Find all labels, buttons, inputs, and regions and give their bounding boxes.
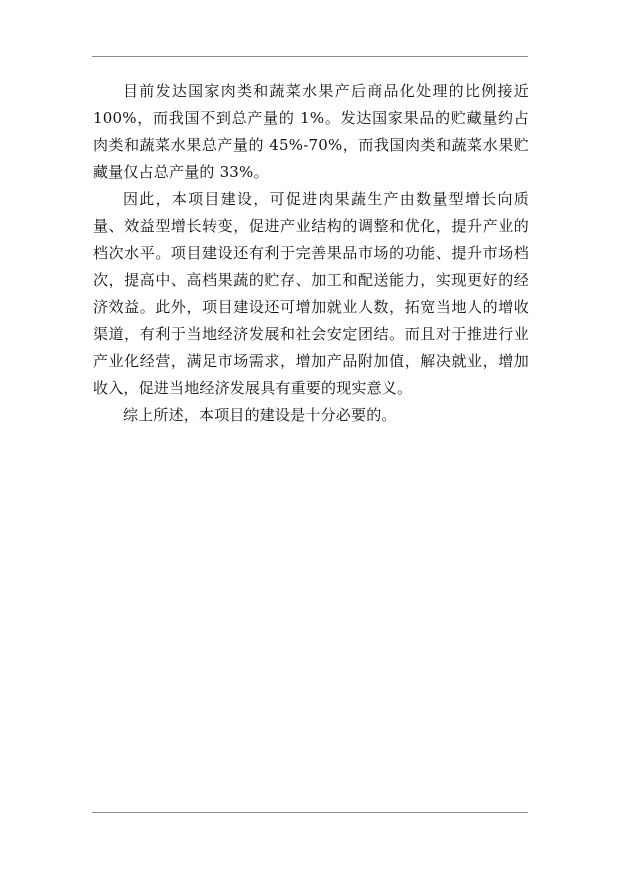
paragraph-statistics: 目前发达国家肉类和蔬菜水果产后商品化处理的比例接近100%，而我国不到总产量的 1%。发达国家果品的贮藏量约占肉类和蔬菜水果总产量的 45%-70%，而我国肉类和蔬菜水果贮藏量仅占总产量的 33%。: [93, 82, 529, 181]
paragraph-benefits: 因此，本项目建设，可促进肉果蔬生产由数量型增长向质量、效益型增长转变，促进产业结构的调整和优化，提升产业的档次水平。项目建设还有利于完善果品市场的功能、提升市场档次，提高中、高档果蔬的贮存、加工和配送能力，实现更好的经济效益。此外，项目建设还可增加就业人数，拓宽当地人的增收渠道，有利于当地经济发展和社会安定团结。而且对于推进行业产业化经营，满足市场需求，增加产品附加值，解决就业，增加收入，促进当地经济发展具有重要的现实意义。: [93, 190, 529, 397]
footer-rule: [92, 812, 528, 813]
document-body: [93, 78, 529, 429]
header-rule: [92, 56, 528, 57]
paragraph-conclusion: 综上所述，本项目的建设是十分必要的。: [123, 406, 397, 424]
